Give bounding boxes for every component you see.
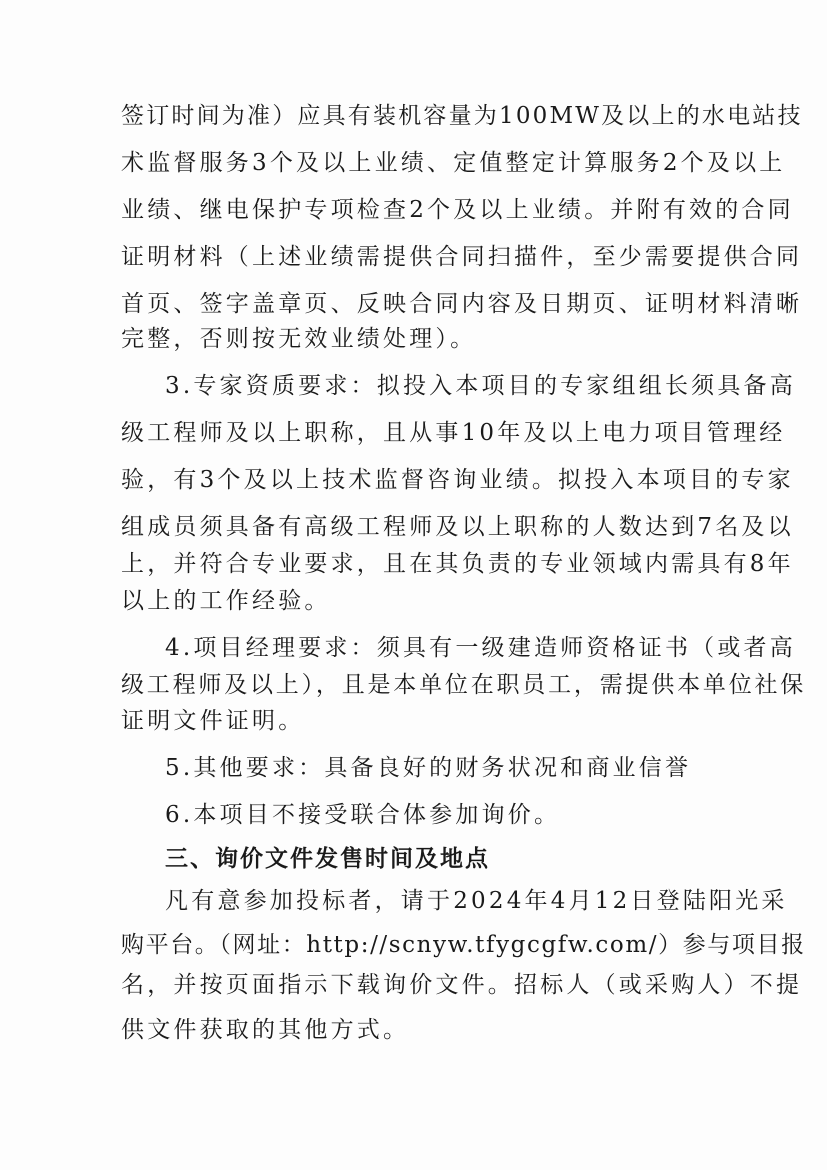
paragraph-line: 上，并符合专业要求，且在其负责的专业领域内需具有8年 (121, 551, 794, 577)
paragraph-line: 级工程师及以上职称，且从事10年及以上电力项目管理经 (121, 420, 786, 446)
paragraph-line: 凡有意参加投标者，请于2024年4月12日登陆阳光采 (165, 888, 788, 914)
paragraph-line: 级工程师及以上），且是本单位在职员工，需提供本单位社保 (121, 672, 807, 698)
paragraph-line: 购平台。（网址：http://scnyw.tfygcgfw.com/）参与项目报 (121, 932, 806, 958)
paragraph-line: 首页、签字盖章页、反映合同内容及日期页、证明材料清晰 (121, 291, 803, 317)
paragraph-line: 证明材料（上述业绩需提供合同扫描件，至少需要提供合同 (121, 244, 803, 270)
paragraph-line: 组成员须具备有高级工程师及以上职称的人数达到7名及以 (121, 514, 794, 540)
section-heading: 三、询价文件发售时间及地点 (165, 846, 490, 872)
paragraph-line: 签订时间为准）应具有装机容量为100MW及以上的水电站技 (121, 103, 803, 129)
paragraph-line: 名，并按页面指示下载询价文件。招标人（或采购人）不提 (121, 972, 803, 998)
paragraph-line: 证明文件证明。 (121, 708, 305, 734)
paragraph-line: 验，有3个及以上技术监督咨询业绩。拟投入本项目的专家 (121, 467, 794, 493)
paragraph-line: 业绩、继电保护专项检查2个及以上业绩。并附有效的合同 (121, 197, 794, 223)
paragraph-line: 术监督服务3个及以上业绩、定值整定计算服务2个及以上 (121, 150, 786, 176)
paragraph-line: 4.项目经理要求：须具有一级建造师资格证书（或者高 (165, 635, 796, 661)
paragraph-line: 以上的工作经验。 (121, 588, 331, 614)
paragraph-line: 供文件获取的其他方式。 (121, 1017, 410, 1043)
paragraph-line: 完整，否则按无效业绩处理）。 (121, 326, 477, 352)
paragraph-line: 6.本项目不接受联合体参加询价。 (165, 802, 561, 828)
paragraph-line: 5.其他要求：具备良好的财务状况和商业信誉 (165, 755, 692, 781)
paragraph-line: 3.专家资质要求：拟投入本项目的专家组组长须具备高 (165, 373, 796, 399)
